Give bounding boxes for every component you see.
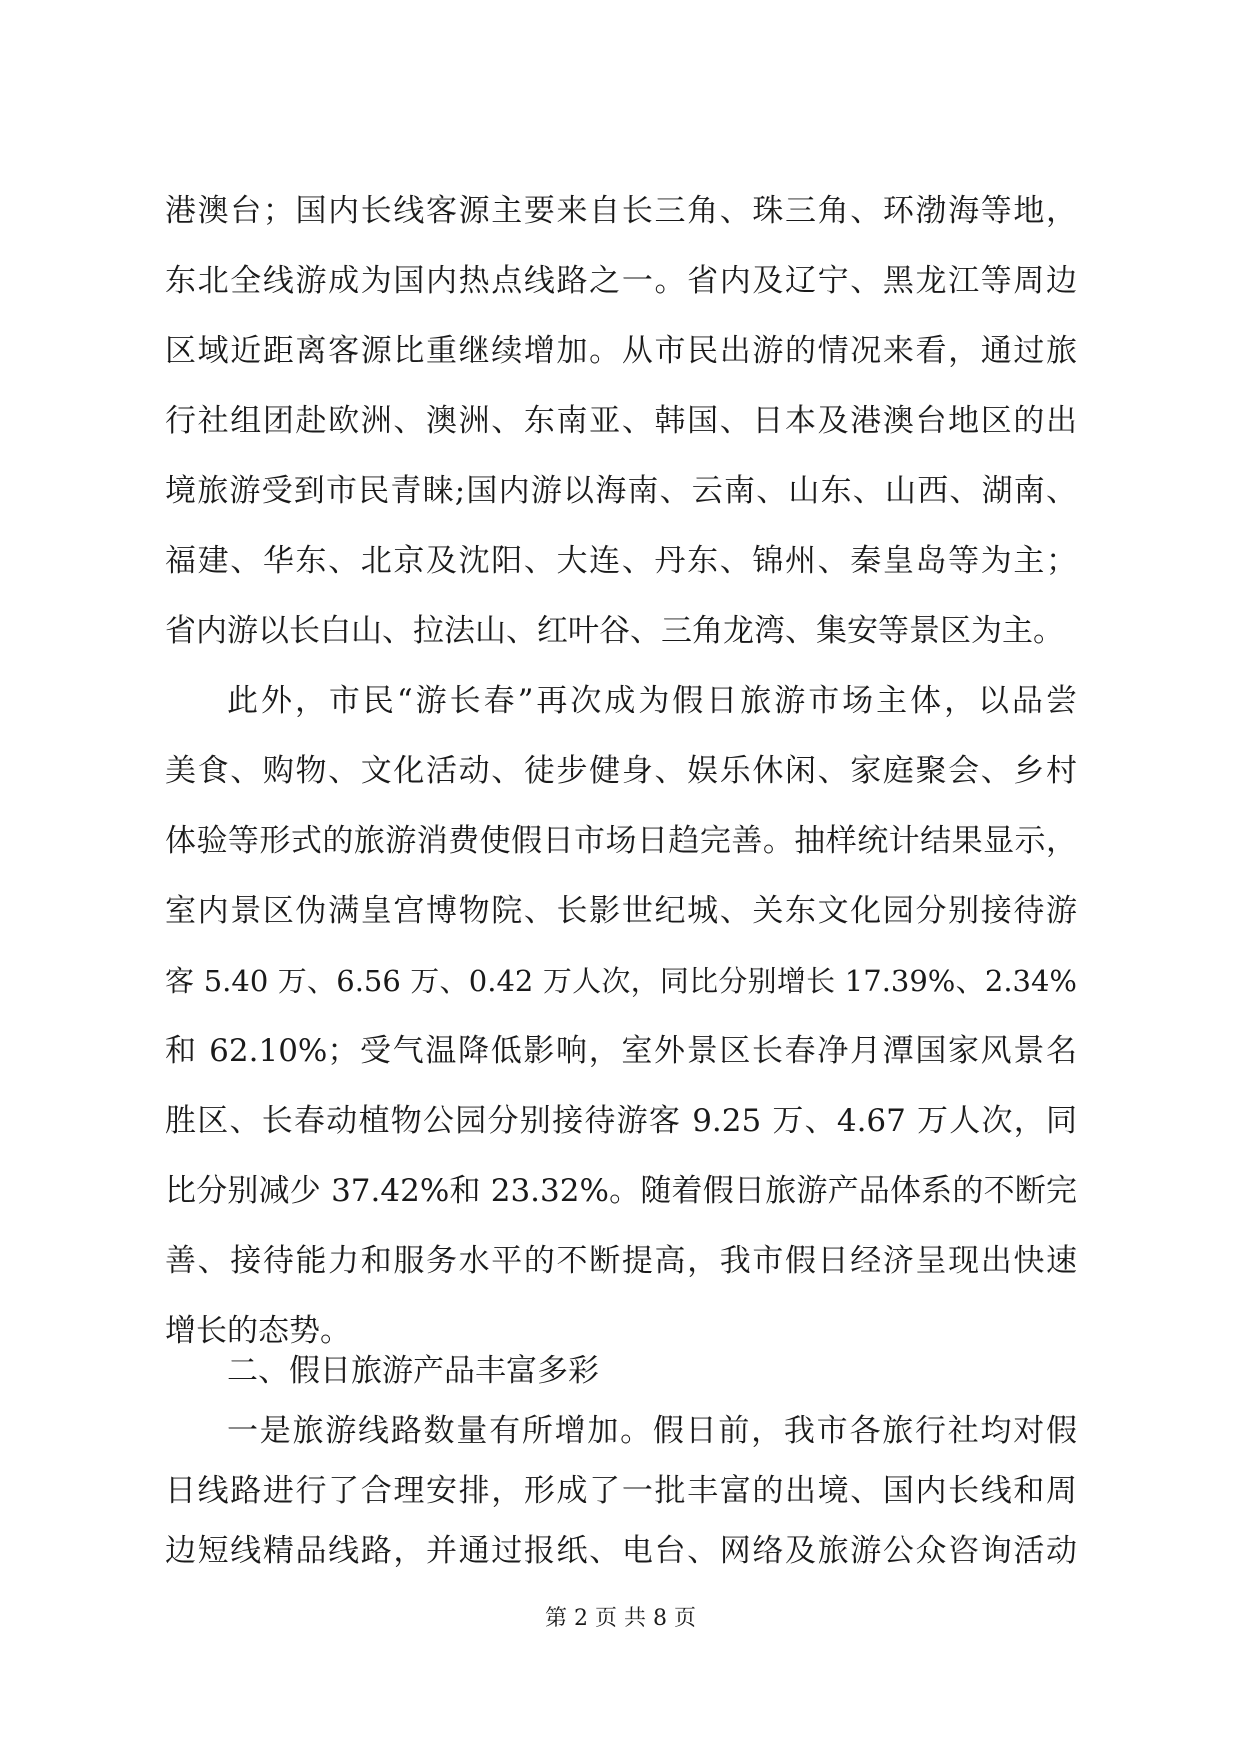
- text-line: 体验等形式的旅游消费使假日市场日趋完善。抽样统计结果显示，: [165, 823, 1077, 859]
- text-line: 境旅游受到市民青睐;国内游以海南、云南、山东、山西、湖南、: [165, 473, 1077, 509]
- text-line: 港澳台；国内长线客源主要来自长三角、珠三角、环渤海等地，: [165, 193, 1077, 229]
- text-line: 胜区、长春动植物公园分别接待游客 9.25 万、4.67 万人次，同: [165, 1103, 1077, 1139]
- text-line: 区域近距离客源比重继续增加。从市民出游的情况来看，通过旅: [165, 333, 1077, 369]
- text-line: 省内游以长白山、拉法山、红叶谷、三角龙湾、集安等景区为主。: [165, 613, 1064, 649]
- text-line: 福建、华东、北京及沈阳、大连、丹东、锦州、秦皇岛等为主；: [165, 543, 1077, 579]
- text-line: 客 5.40 万、6.56 万、0.42 万人次，同比分别增长 17.39%、2.34%: [165, 964, 1077, 998]
- text-line: 行社组团赴欧洲、澳洲、东南亚、韩国、日本及港澳台地区的出: [165, 403, 1077, 439]
- text-line: 美食、购物、文化活动、徒步健身、娱乐休闲、家庭聚会、乡村: [165, 753, 1077, 789]
- text-line: 边短线精品线路，并通过报纸、电台、网络及旅游公众咨询活动: [165, 1533, 1077, 1569]
- text-line: 比分别减少 37.42%和 23.32%。随着假日旅游产品体系的不断完: [165, 1173, 1077, 1209]
- text-line: 东北全线游成为国内热点线路之一。省内及辽宁、黑龙江等周边: [165, 263, 1077, 299]
- text-line: 一是旅游线路数量有所增加。假日前，我市各旅行社均对假: [227, 1413, 1077, 1449]
- section-heading: 二、假日旅游产品丰富多彩: [227, 1353, 599, 1389]
- text-line: 善、接待能力和服务水平的不断提高，我市假日经济呈现出快速: [165, 1243, 1077, 1279]
- page-number: 第 2 页 共 8 页: [545, 1606, 696, 1631]
- text-line: 此外，市民“游长春”再次成为假日旅游市场主体，以品尝: [227, 683, 1077, 719]
- text-line: 和 62.10%；受气温降低影响，室外景区长春净月潭国家风景名: [165, 1033, 1077, 1069]
- text-line: 增长的态势。: [165, 1313, 351, 1349]
- text-line: 室内景区伪满皇宫博物院、长影世纪城、关东文化园分别接待游: [165, 893, 1077, 929]
- text-line: 日线路进行了合理安排，形成了一批丰富的出境、国内长线和周: [165, 1473, 1077, 1509]
